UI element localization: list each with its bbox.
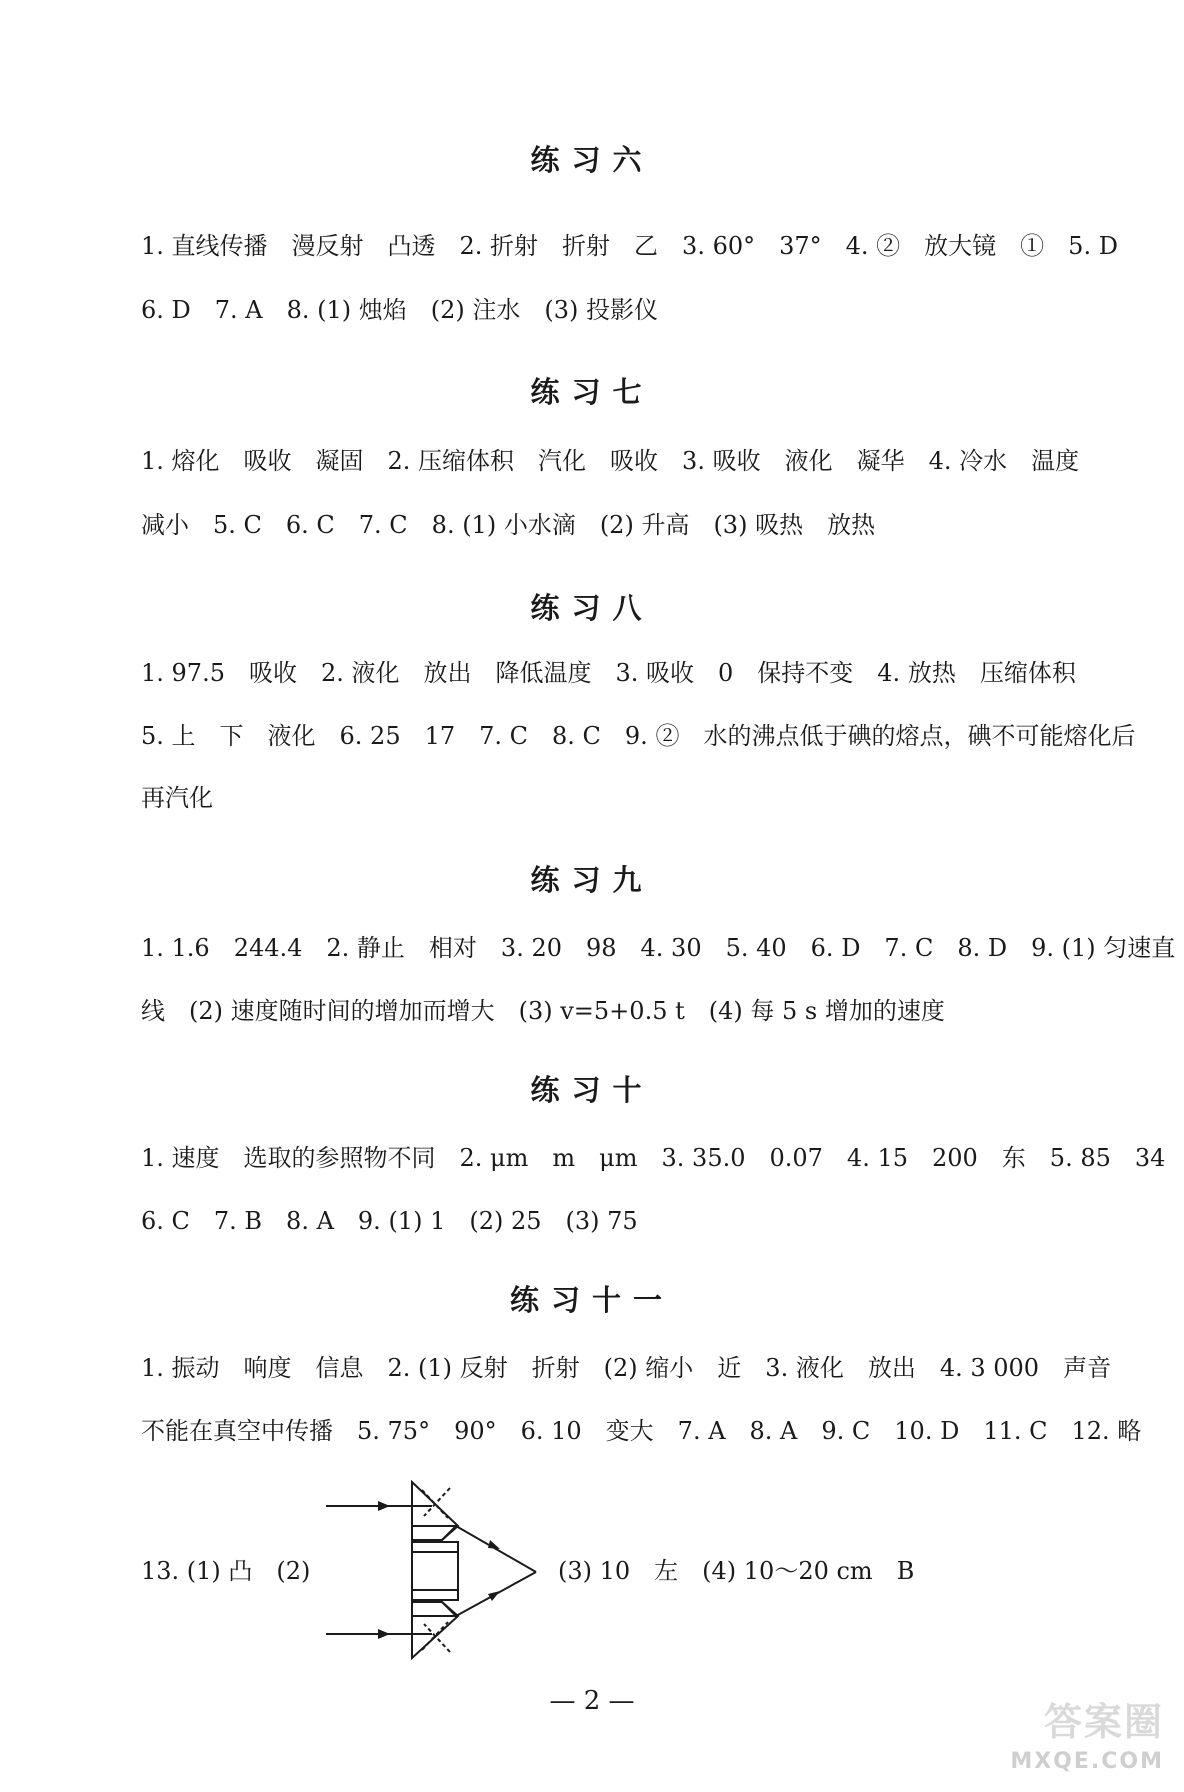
section-title-10: 练习十 — [530, 1073, 654, 1107]
answer-line: 线 (2) 速度随时间的增加而增大 (3) v=5+0.5 t (4) 每 5 s 增加的速度 — [141, 997, 945, 1025]
watermark-logo — [1010, 1702, 1164, 1782]
arrow-icon — [488, 1591, 500, 1601]
watermark-url: MXQE.COM — [1010, 1749, 1164, 1774]
answer-line: 1. 直线传播 漫反射 凸透 2. 折射 折射 乙 3. 60° 37° 4. ② 放大镜 ① 5. D — [141, 232, 1118, 260]
normal-line — [424, 1488, 450, 1516]
arrow-icon — [378, 1501, 390, 1511]
q13-part-2: (3) 10 左 (4) 10～20 cm B — [558, 1557, 915, 1585]
section-title-6: 练习六 — [530, 143, 654, 177]
glass-block — [412, 1542, 458, 1600]
page-number: — 2 — — [549, 1686, 635, 1716]
section-title-11: 练习十一 — [509, 1283, 674, 1317]
answer-line: 不能在真空中传播 5. 75° 90° 6. 10 变大 7. A 8. A 9. C 10. D 11. C 12. 略 — [141, 1417, 1142, 1445]
prism-top-inner — [412, 1526, 456, 1540]
answer-line: 1. 振动 响度 信息 2. (1) 反射 折射 (2) 缩小 近 3. 液化 放出 4. 3 000 声音 — [141, 1354, 1112, 1382]
answer-line: 1. 熔化 吸收 凝固 2. 压缩体积 汽化 吸收 3. 吸收 液化 凝华 4. 冷水 温度 — [141, 447, 1080, 475]
section-title-7: 练习七 — [530, 375, 654, 409]
section-title-9: 练习九 — [530, 863, 654, 897]
watermark-text: 答案圈 — [1043, 1700, 1164, 1744]
answer-line: 5. 上 下 液化 6. 25 17 7. C 8. C 9. ② 水的沸点低于碘的熔点，碘不可能熔化后 — [141, 722, 1136, 750]
outgoing-ray-top — [456, 1526, 536, 1572]
answer-line: 再汽化 — [141, 784, 213, 812]
prism-bottom-inner — [412, 1602, 456, 1616]
q13-part-1: 13. (1) 凸 (2) — [141, 1557, 311, 1585]
section-title-8: 练习八 — [530, 591, 654, 625]
answer-line: 减小 5. C 6. C 7. C 8. (1) 小水滴 (2) 升高 (3) 吸热 放热 — [141, 511, 876, 539]
lens-diagram — [320, 1480, 540, 1660]
answer-line: 1. 97.5 吸收 2. 液化 放出 降低温度 3. 吸收 0 保持不变 4. 放热 压缩体积 — [141, 659, 1076, 687]
arrow-icon — [488, 1540, 500, 1549]
answer-line: 1. 1.6 244.4 2. 静止 相对 3. 20 98 4. 30 5. 40 6. D 7. C 8. D 9. (1) 匀速直 — [141, 934, 1176, 962]
answer-line: 1. 速度 选取的参照物不同 2. μm m μm 3. 35.0 0.07 4. 15 200 东 5. 85 34 — [141, 1144, 1166, 1172]
arrow-icon — [378, 1629, 390, 1639]
answer-line: 6. C 7. B 8. A 9. (1) 1 (2) 25 (3) 75 — [141, 1207, 638, 1235]
answer-line: 6. D 7. A 8. (1) 烛焰 (2) 注水 (3) 投影仪 — [141, 296, 659, 324]
